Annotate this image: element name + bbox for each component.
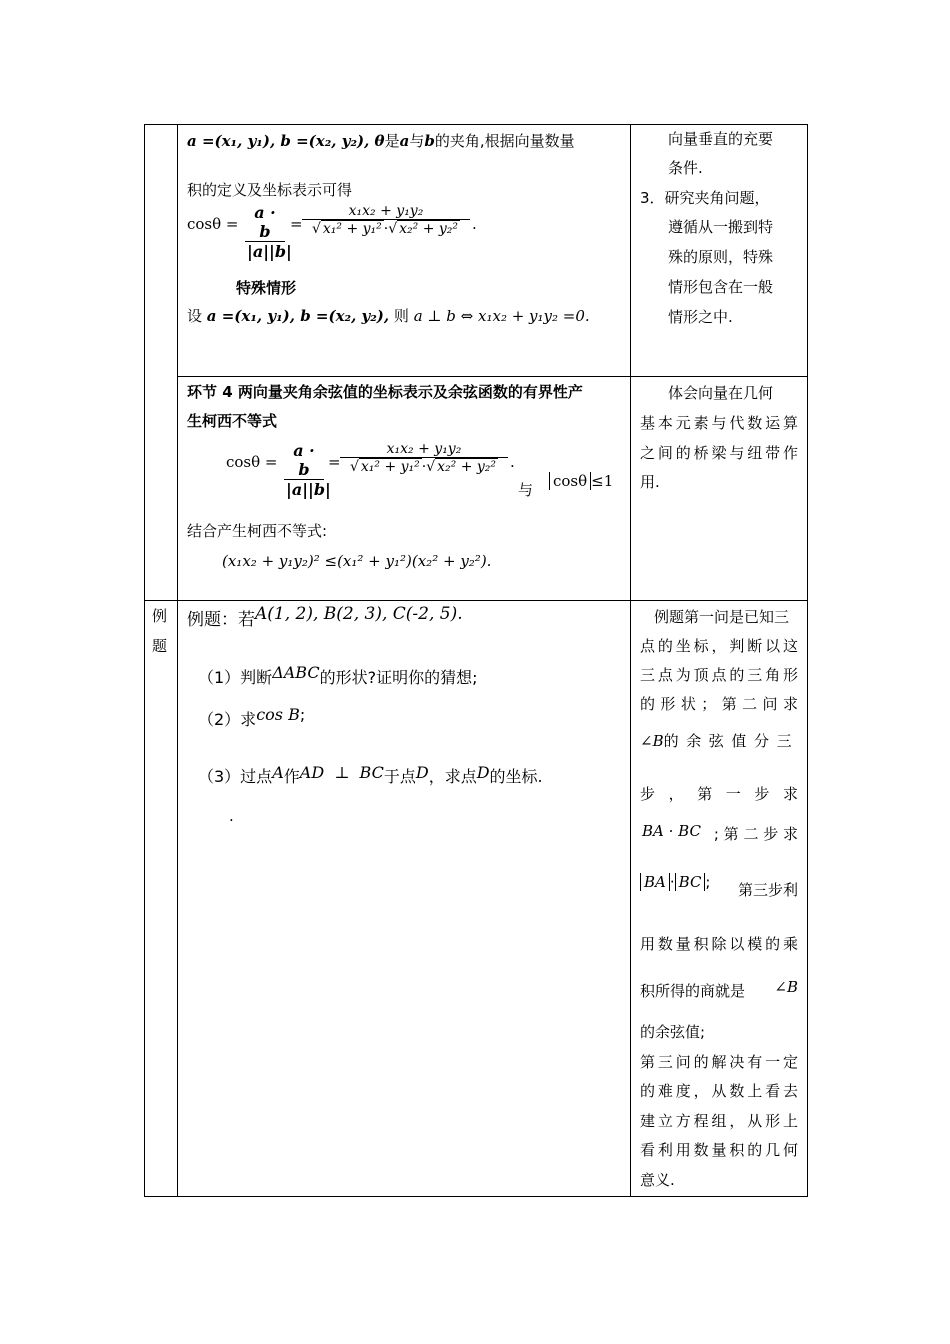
row1-line2: 积的定义及坐标表示可得 (187, 181, 353, 199)
mul-dot: · (669, 873, 675, 891)
row2-yu: 与 (518, 481, 534, 499)
cauchy-inequality: (x₁x₂ + y₁y₂)² ≤(x₁² + y₁²)(x₂² + y₂²). (222, 552, 492, 570)
question-1 (198, 663, 478, 688)
q3-mid2: ，求点 (428, 767, 477, 786)
row3-note-7 (642, 824, 798, 844)
example-intro (187, 604, 463, 630)
row1-note-5: 殊的原则，特殊 (668, 248, 774, 266)
rhs-num: x₁x₂ + y₁y₂ (386, 441, 462, 457)
row3-note-11: 的余弦值; (640, 1023, 706, 1041)
q2-num: （2）求 (198, 710, 257, 729)
section-4-title-1: 环节 4 两向量夹角余弦值的坐标表示及余弦函数的有界性产 (187, 383, 583, 401)
row3-note-12: 第三问的解决有一定 (640, 1053, 798, 1071)
row1-note-6: 情形包含在一般 (668, 278, 774, 296)
frac-num: a · b (293, 441, 315, 479)
row1-note-7: 情形之中. (668, 308, 733, 326)
ba-dot-bc: BA · BC (642, 822, 701, 840)
text-shi: 是 (384, 132, 400, 150)
vector-a: a (399, 132, 410, 150)
col-divider-right (630, 124, 631, 1197)
note-10-text: 积所得的商就是 (640, 982, 746, 1000)
row3-note-4: 的形状；第二问求 (640, 695, 798, 713)
abs-ba: BA (640, 873, 670, 891)
example-label-1: 例 (152, 607, 168, 625)
row2-note-3: 之间的桥梁与纽带作 (640, 444, 798, 462)
row2-note-2: 基本元素与代数运算 (640, 414, 798, 432)
vector-def: a =(x₁, y₁), b =(x₂, y₂), θ (187, 132, 385, 150)
note-8-text: 第三步利 (737, 881, 798, 899)
angle-b-2: ∠B (774, 978, 798, 996)
row2-bound (549, 471, 613, 491)
intro-text: 例题：若 (187, 610, 255, 630)
point-a: A (272, 763, 284, 782)
row3-note-1: 例题第一问是已知三 (654, 608, 790, 626)
abs-cos: cosθ (549, 472, 591, 490)
row3-note-14: 建立方程组，从形上 (640, 1112, 798, 1130)
row1-note-4: 遵循从一搬到特 (668, 218, 774, 236)
semicolon: ; (705, 873, 711, 891)
row3-note-3: 三点为顶点的三角形 (640, 666, 798, 684)
row2-rhs-frac (340, 441, 508, 475)
q1-num: （1）判断 (198, 668, 273, 687)
row-divider-2 (144, 600, 808, 601)
example-label-2: 题 (152, 637, 168, 655)
row3-note-9: 用数量积除以模的乘 (640, 935, 798, 953)
frac-den: |a||b| (247, 242, 292, 261)
rhs-den: √ x₁² + y₁² ·√ x₂² + y₂² (349, 459, 497, 475)
dot: · (383, 221, 389, 237)
row2-note-4: 用. (640, 473, 660, 491)
row1-eq: = (290, 215, 303, 233)
note-5-text: 的余弦值分三 (663, 732, 792, 750)
stray-dot: . (229, 807, 234, 825)
text-yu: 与 (409, 132, 425, 150)
q2-tail: ; (299, 705, 306, 724)
points: A(1, 2), B(2, 3), C(-2, 5). (255, 604, 463, 624)
point-d-2: D (476, 763, 490, 782)
text-tail: 的夹角,根据向量数量 (434, 132, 575, 150)
col-divider-left (177, 124, 178, 1197)
row1-period: . (472, 215, 477, 233)
bound-tail: ≤1 (591, 472, 614, 490)
row2-cos-frac (284, 441, 331, 499)
vector-b: b (424, 132, 435, 150)
row-divider-1 (177, 376, 808, 377)
frac-den: |a||b| (286, 480, 331, 499)
row1-note-3: 3．研究夹角问题， (640, 189, 770, 207)
sqrt2: x₂² + y₂² (399, 221, 459, 237)
sqrt2: x₂² + y₂² (437, 459, 497, 475)
row3-note-5 (640, 731, 798, 751)
rhs-num: x₁x₂ + y₁y₂ (348, 203, 424, 219)
row1-line1 (187, 131, 575, 151)
row2-eq: = (328, 453, 341, 471)
row3-note-10 (640, 978, 798, 1001)
abs-bc: BC (675, 873, 706, 891)
note-7-text: ; 第 二 步 求 (713, 825, 798, 843)
row2-combine: 结合产生柯西不等式: (187, 522, 328, 540)
q3-tail: 的坐标. (489, 767, 543, 786)
question-3 (198, 763, 543, 787)
sqrt1: x₁² + y₁² (360, 459, 420, 475)
row3-note-16: 意义. (640, 1171, 675, 1189)
triangle-abc: ΔABC (272, 663, 320, 682)
q1-tail: 的形状?证明你的猜想; (319, 668, 478, 687)
row3-note-8 (640, 873, 798, 900)
angle-b: ∠B (640, 732, 664, 750)
row3-note-15: 看利用数量积的几何 (640, 1141, 798, 1159)
row2-note-1: 体会向量在几何 (668, 384, 774, 402)
sqrt1: x₁² + y₁² (322, 221, 382, 237)
row2-period: . (510, 453, 515, 471)
row2-cos-lhs: cosθ = (226, 453, 278, 471)
ad-perp-bc: AD ⊥ BC (299, 763, 384, 782)
text-ze: 则 (393, 307, 409, 325)
row1-rhs-frac (302, 203, 470, 237)
section-4-title-2: 生柯西不等式 (187, 412, 278, 430)
q3-mid: 于点 (383, 767, 416, 786)
frac-num: a · b (254, 203, 276, 241)
cos-b: cos B (256, 705, 300, 724)
perp-def: a =(x₁, y₁), b =(x₂, y₂), (206, 307, 390, 325)
perp-condition: a ⊥ b ⇔ x₁x₂ + y₁y₂ =0. (413, 307, 590, 325)
row1-cos-lhs: cosθ = (187, 215, 239, 233)
row3-note-6: 步，第一步求 (640, 785, 798, 803)
row3-note-13: 的难度，从数上看去 (640, 1082, 798, 1100)
rhs-den: √ x₁² + y₁² ·√ x₂² + y₂² (311, 221, 459, 237)
row3-note-2: 点的坐标，判断以这 (640, 637, 798, 655)
row1-perp-line (187, 306, 590, 326)
dot: · (421, 459, 427, 475)
question-2 (198, 705, 306, 730)
q3-num: （3）过点 (198, 767, 273, 786)
row1-note-1: 向量垂直的充要 (668, 130, 774, 148)
point-d: D (415, 763, 429, 782)
text-she: 设 (187, 307, 203, 325)
row1-note-2: 条件. (668, 159, 703, 177)
special-case-heading: 特殊情形 (236, 279, 297, 297)
row1-cos-frac (245, 203, 292, 261)
q3-zuo: 作 (283, 767, 300, 786)
